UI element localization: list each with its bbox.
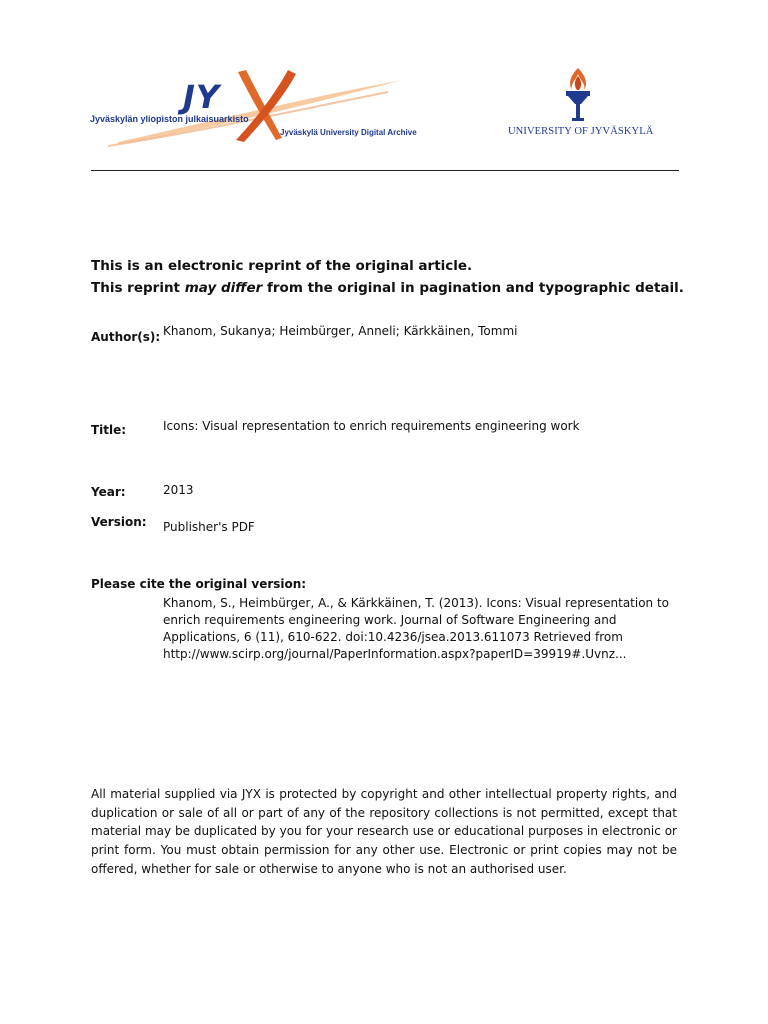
reprint-notice-suffix: from the original in pagination and typographic detail. — [262, 280, 684, 296]
reprint-notice-line-1: This is an electronic reprint of the original article. — [91, 258, 473, 274]
jyx-logo-english-name: Jyväskylä University Digital Archive — [280, 128, 417, 137]
reprint-notice-line-2 — [91, 280, 691, 296]
year-value: 2013 — [163, 483, 194, 497]
reprint-notice-prefix: This reprint — [91, 280, 185, 296]
jyx-logo — [88, 62, 417, 152]
university-logo-name: UNIVERSITY OF JYVÄSKYLÄ — [508, 126, 654, 137]
torch-icon — [556, 66, 600, 124]
authors-value: Khanom, Sukanya; Heimbürger, Anneli; Kärkkäinen, Tommi — [163, 324, 518, 338]
jyx-logo-letters: JY — [183, 78, 221, 116]
jyx-logo-finnish-name: Jyväskylän yliopiston julkaisuarkisto — [90, 114, 249, 124]
citation-line-3: Applications, 6 (11), 610-622. doi:10.4236/jsea.2013.611073 Retrieved from — [163, 630, 623, 644]
reprint-notice-emphasis: may differ — [184, 280, 263, 296]
header-divider — [91, 170, 679, 171]
university-logo — [508, 66, 654, 146]
citation-line-1: Khanom, S., Heimbürger, A., & Kärkkäinen, T. (2013). Icons: Visual representation to — [163, 596, 670, 610]
authors-label: Author(s): — [91, 330, 161, 344]
version-label: Version: — [91, 515, 147, 529]
version-value: Publisher's PDF — [163, 520, 255, 534]
jyx-swoosh-graphic — [88, 62, 408, 152]
copyright-statement: All material supplied via JYX is protected by copyright and other intellectual property rights, and duplication or sale of all or part of any of the repository collections is not permitted, except that material may be duplicated by you for your research use or educational purposes in electronic or print form. You must obtain permission for any other use. Electronic or print copies may not be offered, whether for sale or otherwise to anyone who is not an authorised user. — [91, 787, 677, 876]
year-label: Year: — [91, 485, 126, 499]
title-value: Icons: Visual representation to enrich requirements engineering work — [163, 419, 580, 433]
citation-line-2: enrich requirements engineering work. Journal of Software Engineering and — [163, 613, 617, 627]
citation-url[interactable]: http://www.scirp.org/journal/PaperInformation.aspx?paperID=39919#.Uvnz... — [163, 647, 627, 661]
citation-heading: Please cite the original version: — [91, 577, 307, 591]
title-label: Title: — [91, 423, 127, 437]
